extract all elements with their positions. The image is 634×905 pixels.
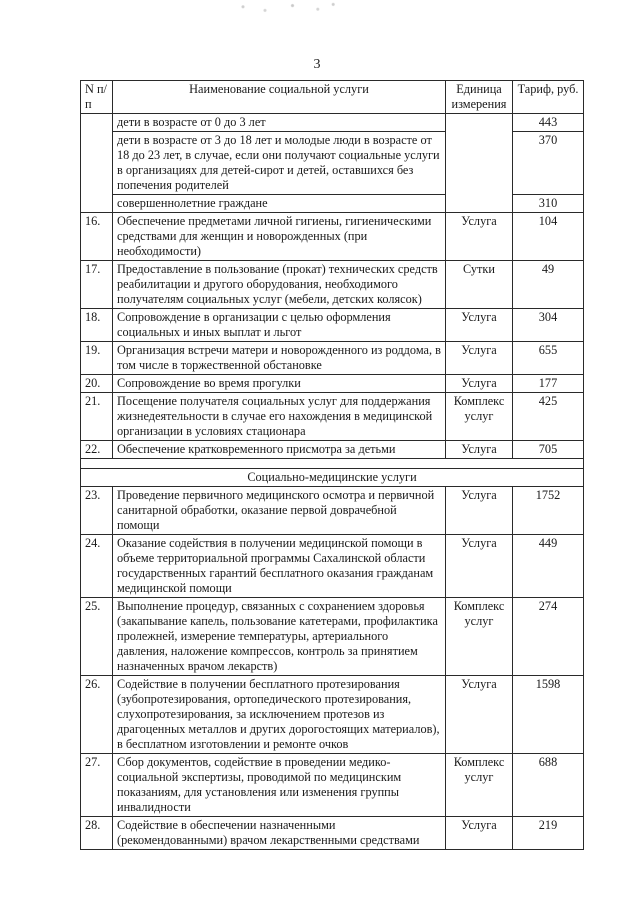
table-row <box>81 676 584 754</box>
row-unit <box>446 114 513 213</box>
row-tariff: 310 <box>513 195 584 213</box>
row-name: дети в возрасте от 0 до 3 лет <box>113 114 446 132</box>
row-name: Обеспечение кратковременного присмотра за детьми <box>113 441 446 459</box>
row-name: Выполнение процедур, связанных с сохранением здоровья (закапывание капель, пользование катетерами, профилактика пролежней, измерение температуры, артериального давления, наложение компрессов, контроль за принятием назначенных врачом лекарств) <box>113 598 446 676</box>
row-tariff: 425 <box>513 393 584 441</box>
table-row <box>81 817 584 850</box>
row-tariff: 219 <box>513 817 584 850</box>
row-tariff: 49 <box>513 261 584 309</box>
row-unit: Услуга <box>446 342 513 375</box>
row-num: 27. <box>81 754 113 817</box>
section-title: Социально-медицинские услуги <box>81 469 584 487</box>
row-name: Сопровождение в организации с целью оформления социальных и иных выплат и льгот <box>113 309 446 342</box>
table-row <box>81 375 584 393</box>
row-unit: Комплекс услуг <box>446 598 513 676</box>
row-name: совершеннолетние граждане <box>113 195 446 213</box>
table-row <box>81 598 584 676</box>
row-tariff: 1598 <box>513 676 584 754</box>
table-row <box>81 114 584 132</box>
row-name: Оказание содействия в получении медицинской помощи в объеме территориальной программы Сахалинской области государственных гарантий бесплатного оказания гражданам медицинской помощи <box>113 535 446 598</box>
table-spacer-row <box>81 459 584 469</box>
row-name: дети в возрасте от 3 до 18 лет и молодые люди в возрасте от 18 до 23 лет, в случае, если они получают социальные услуги в организациях для детей-сирот и детей, оставшихся без попечения родителей <box>113 132 446 195</box>
row-num: 17. <box>81 261 113 309</box>
table-row <box>81 441 584 459</box>
row-tariff: 1752 <box>513 487 584 535</box>
row-tariff: 449 <box>513 535 584 598</box>
table-row <box>81 213 584 261</box>
row-name: Содействие в обеспечении назначенными (рекомендованными) врачом лекарственными средствами <box>113 817 446 850</box>
row-tariff: 370 <box>513 132 584 195</box>
table-row <box>81 393 584 441</box>
row-num: 16. <box>81 213 113 261</box>
row-num: 28. <box>81 817 113 850</box>
table-row <box>81 535 584 598</box>
row-name: Сопровождение во время прогулки <box>113 375 446 393</box>
row-num: 18. <box>81 309 113 342</box>
row-unit: Услуга <box>446 487 513 535</box>
row-num: 20. <box>81 375 113 393</box>
row-num: 21. <box>81 393 113 441</box>
row-num <box>81 114 113 213</box>
row-name: Организация встречи матери и новорожденного из роддома, в том числе в торжественной обстановке <box>113 342 446 375</box>
row-tariff: 443 <box>513 114 584 132</box>
row-num: 24. <box>81 535 113 598</box>
table-row <box>81 309 584 342</box>
row-name: Сбор документов, содействие в проведении медико-социальной экспертизы, проводимой по медицинским показаниям, для установления или изменения группы инвалидности <box>113 754 446 817</box>
row-unit: Услуга <box>446 535 513 598</box>
row-tariff: 655 <box>513 342 584 375</box>
header-num: N п/п <box>81 81 113 114</box>
row-tariff: 705 <box>513 441 584 459</box>
table-row <box>81 261 584 309</box>
row-unit: Услуга <box>446 309 513 342</box>
services-table <box>80 80 584 850</box>
row-unit: Комплекс услуг <box>446 754 513 817</box>
header-tariff: Тариф, руб. <box>513 81 584 114</box>
row-num: 22. <box>81 441 113 459</box>
table-row <box>81 342 584 375</box>
scan-artifact <box>232 2 342 14</box>
row-tariff: 274 <box>513 598 584 676</box>
row-unit: Комплекс услуг <box>446 393 513 441</box>
row-tariff: 304 <box>513 309 584 342</box>
table-row <box>81 487 584 535</box>
row-tariff: 688 <box>513 754 584 817</box>
row-num: 26. <box>81 676 113 754</box>
row-name: Обеспечение предметами личной гигиены, гигиеническими средствами для женщин и новорожденных (при необходимости) <box>113 213 446 261</box>
row-num: 23. <box>81 487 113 535</box>
section-row <box>81 469 584 487</box>
row-name: Посещение получателя социальных услуг для поддержания жизнедеятельности в случае его нахождения в медицинской организации в условиях стационара <box>113 393 446 441</box>
row-unit: Услуга <box>446 375 513 393</box>
row-num: 25. <box>81 598 113 676</box>
header-unit: Единица измерения <box>446 81 513 114</box>
header-name: Наименование социальной услуги <box>113 81 446 114</box>
row-unit: Услуга <box>446 213 513 261</box>
page-number: 3 <box>313 57 321 72</box>
row-name: Проведение первичного медицинского осмотра и первичной санитарной обработки, оказание первой доврачебной помощи <box>113 487 446 535</box>
row-tariff: 177 <box>513 375 584 393</box>
table-header-row <box>81 81 584 114</box>
row-unit: Сутки <box>446 261 513 309</box>
row-num: 19. <box>81 342 113 375</box>
row-unit: Услуга <box>446 676 513 754</box>
row-tariff: 104 <box>513 213 584 261</box>
row-name: Содействие в получении бесплатного протезирования (зубопротезирования, ортопедического протезирования, слухопротезирования, за исключением протезов из драгоценных металлов и других дорогостоящих материалов), в бесплатном изготовлении и ремонте очков <box>113 676 446 754</box>
row-name: Предоставление в пользование (прокат) технических средств реабилитации и другого оборудования, необходимого получателям социальных услуг (мебели, детских колясок) <box>113 261 446 309</box>
row-unit: Услуга <box>446 441 513 459</box>
spacer-cell <box>81 459 584 469</box>
table-row <box>81 754 584 817</box>
row-unit: Услуга <box>446 817 513 850</box>
